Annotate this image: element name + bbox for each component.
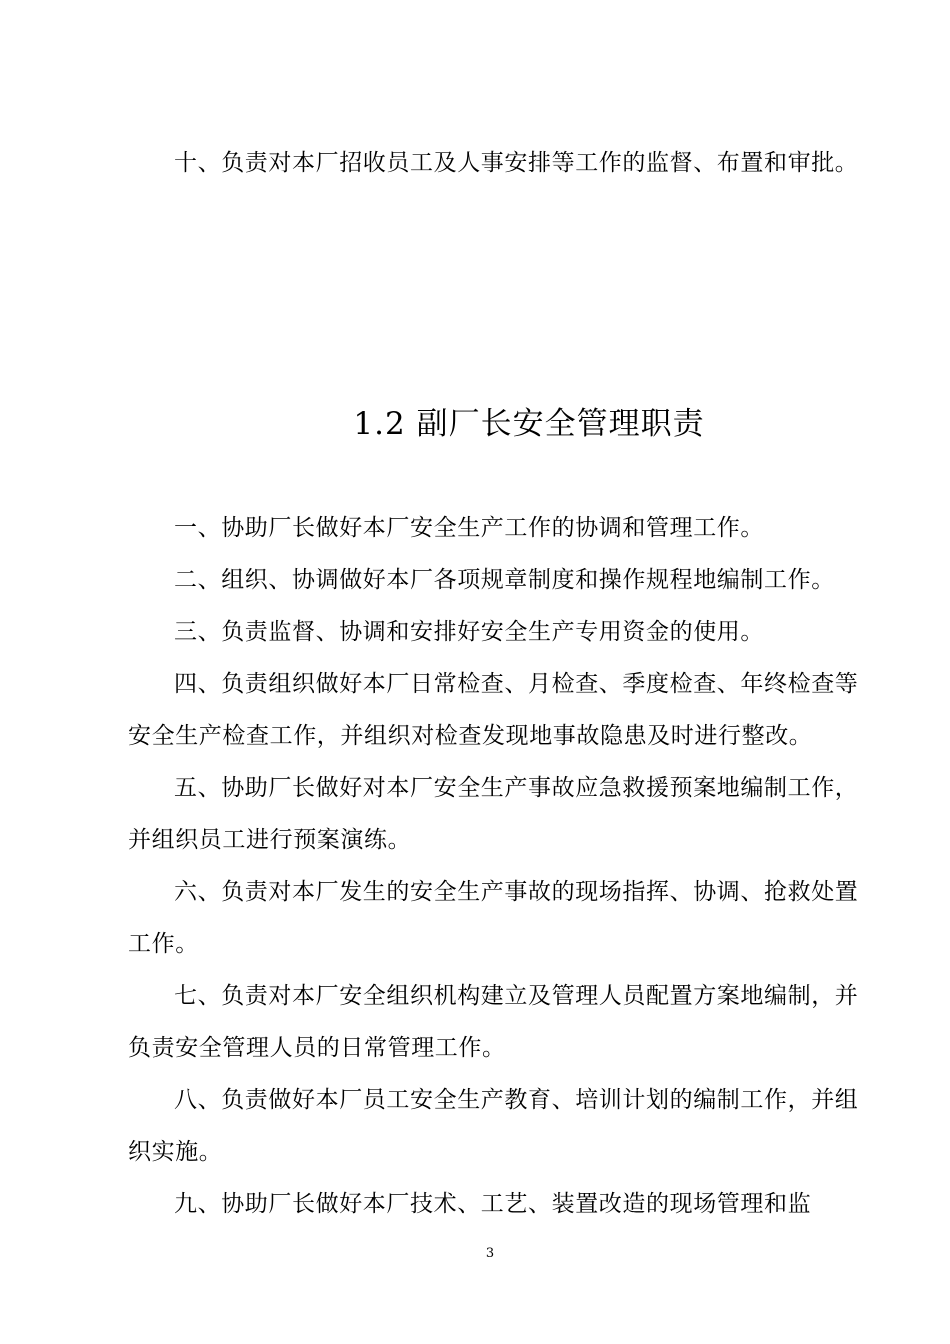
paragraph-item-10: 十、负责对本厂招收员工及人事安排等工作的监督、布置和审批。 [174, 150, 859, 176]
page-number: 3 [485, 1246, 495, 1261]
paragraph-item-3: 三、负责监督、协调和安排好安全生产专用资金的使用。 [174, 619, 764, 645]
paragraph-item-1: 一、协助厂长做好本厂安全生产工作的协调和管理工作。 [174, 515, 764, 541]
paragraph-item-5: 五、协助厂长做好对本厂安全生产事故应急救援预案地编制工作，并组织员工进行预案演练。 [128, 775, 859, 853]
paragraph-item-7: 七、负责对本厂安全组织机构建立及管理人员配置方案地编制，并负责安全管理人员的日常管理工作。 [128, 983, 859, 1061]
paragraph-item-2: 二、组织、协调做好本厂各项规章制度和操作规程地编制工作。 [174, 567, 835, 593]
paragraph-item-4: 四、负责组织做好本厂日常检查、月检查、季度检查、年终检查等安全生产检查工作，并组织对检查发现地事故隐患及时进行整改。 [128, 671, 859, 749]
paragraph-item-6: 六、负责对本厂发生的安全生产事故的现场指挥、协调、抢救处置工作。 [128, 879, 859, 957]
paragraph-item-9: 九、协助厂长做好本厂技术、工艺、装置改造的现场管理和监 [174, 1191, 812, 1217]
section-heading: 1.2 副厂长安全管理职责 [353, 406, 705, 442]
paragraph-item-8: 八、负责做好本厂员工安全生产教育、培训计划的编制工作，并组织实施。 [128, 1087, 859, 1165]
